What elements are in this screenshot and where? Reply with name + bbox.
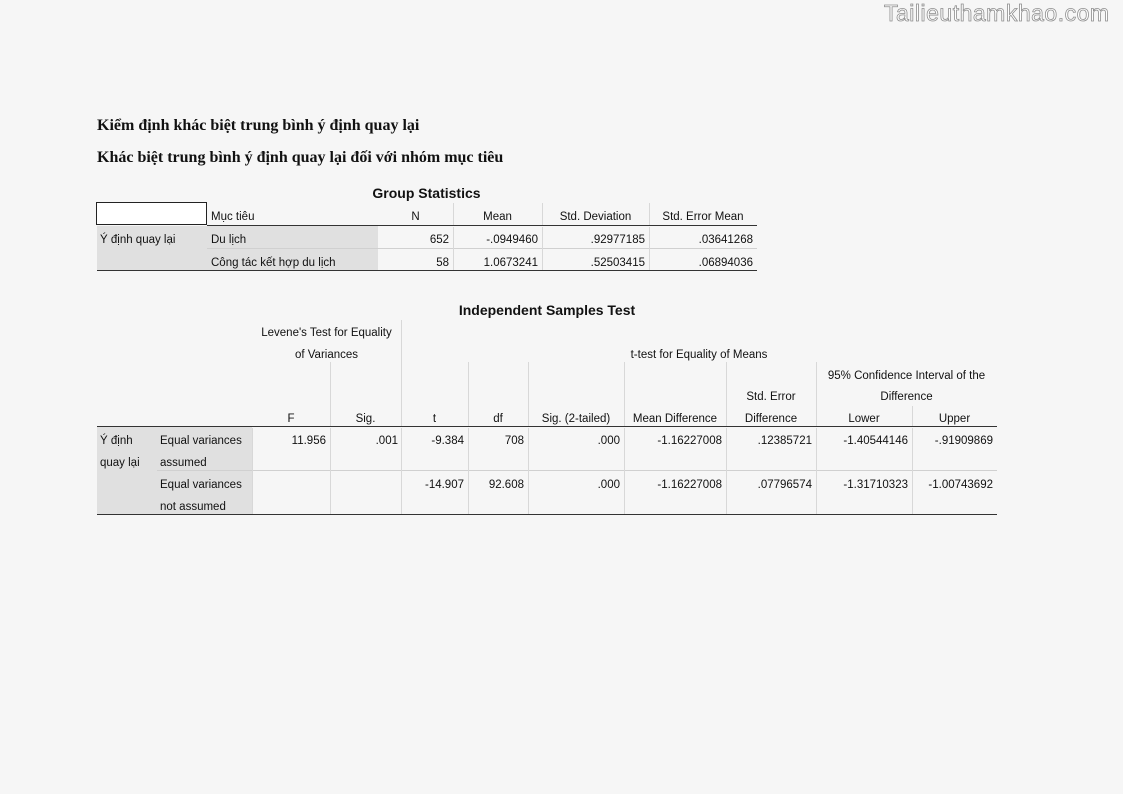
cell-std-error-diff: .07796574: [757, 479, 812, 491]
group-row-n: 652: [429, 234, 449, 246]
corner-box: [96, 202, 207, 225]
cell-df: 708: [504, 435, 524, 447]
cell-upper: -1.00743692: [928, 479, 993, 491]
cell-t: -9.384: [431, 435, 464, 447]
group-row-label: Du lịch: [211, 234, 247, 246]
col-header-t: t: [432, 413, 437, 425]
variable-label: Ý định quay lại: [100, 234, 176, 246]
row-label: Equal variances: [160, 479, 242, 491]
ci-header-line2: Difference: [880, 391, 933, 403]
col-header-lower: Lower: [848, 413, 880, 425]
col-header-mean-diff: Mean Difference: [632, 413, 718, 425]
group-row-mean: -.0949460: [486, 234, 538, 246]
sed-header-line2: Difference: [744, 413, 798, 425]
cell-t: -14.907: [424, 479, 464, 491]
col-header-f: F: [287, 413, 295, 425]
ttest-header: t-test for Equality of Means: [630, 349, 768, 361]
row-label-line2: not assumed: [160, 501, 226, 513]
row-label-line2: assumed: [160, 457, 207, 469]
cell-df: 92.608: [488, 479, 524, 491]
col-header-upper: Upper: [938, 413, 971, 425]
col-header-sig2: Sig. (2-tailed): [541, 413, 611, 425]
cell-mean-diff: -1.16227008: [657, 479, 722, 491]
cell-f: 11.956: [291, 435, 326, 447]
levene-header: Levene's Test for Equality: [261, 327, 392, 339]
cell-lower: -1.40544146: [843, 435, 908, 447]
variable-label: Ý định: [100, 435, 133, 447]
levene-header-line2: of Variances: [294, 349, 359, 361]
group-row-sd: .92977185: [590, 234, 645, 246]
cell-upper: -.91909869: [934, 435, 993, 447]
group-row-n: 58: [436, 257, 449, 269]
cell-std-error-diff: .12385721: [757, 435, 812, 447]
row-label: Equal variances: [160, 435, 242, 447]
col-header-sem: Std. Error Mean: [662, 211, 744, 223]
col-header-df: df: [493, 413, 503, 425]
watermark: Tailieuthamkhao.com: [884, 0, 1110, 26]
sed-header: Std. Error: [746, 391, 796, 403]
ci-header: 95% Confidence Interval of the: [827, 370, 986, 382]
group-row-sem: .06894036: [698, 257, 753, 269]
independent-samples-title: Independent Samples Test: [458, 302, 636, 318]
group-row-sd: .52503415: [590, 257, 645, 269]
variable-label-line2: quay lại: [100, 457, 140, 469]
cell-mean-diff: -1.16227008: [657, 435, 722, 447]
col-header-group: Mục tiêu: [211, 211, 255, 223]
group-statistics-title: Group Statistics: [372, 185, 481, 201]
col-header-sd: Std. Deviation: [559, 211, 632, 223]
section-heading: Kiểm định khác biệt trung bình ý định quay lại: [97, 117, 420, 134]
col-header-n: N: [411, 211, 420, 223]
cell-sig: .001: [375, 435, 398, 447]
group-row-sem: .03641268: [698, 234, 753, 246]
col-header-sig: Sig.: [355, 413, 376, 425]
subsection-heading: Khác biệt trung bình ý định quay lại đối với nhóm mục tiêu: [97, 149, 504, 166]
group-row-label: Công tác kết hợp du lịch: [211, 257, 336, 269]
cell-sig2: .000: [597, 479, 620, 491]
group-row-mean: 1.0673241: [483, 257, 538, 269]
cell-lower: -1.31710323: [843, 479, 908, 491]
cell-sig2: .000: [597, 435, 620, 447]
col-header-mean: Mean: [483, 211, 512, 223]
